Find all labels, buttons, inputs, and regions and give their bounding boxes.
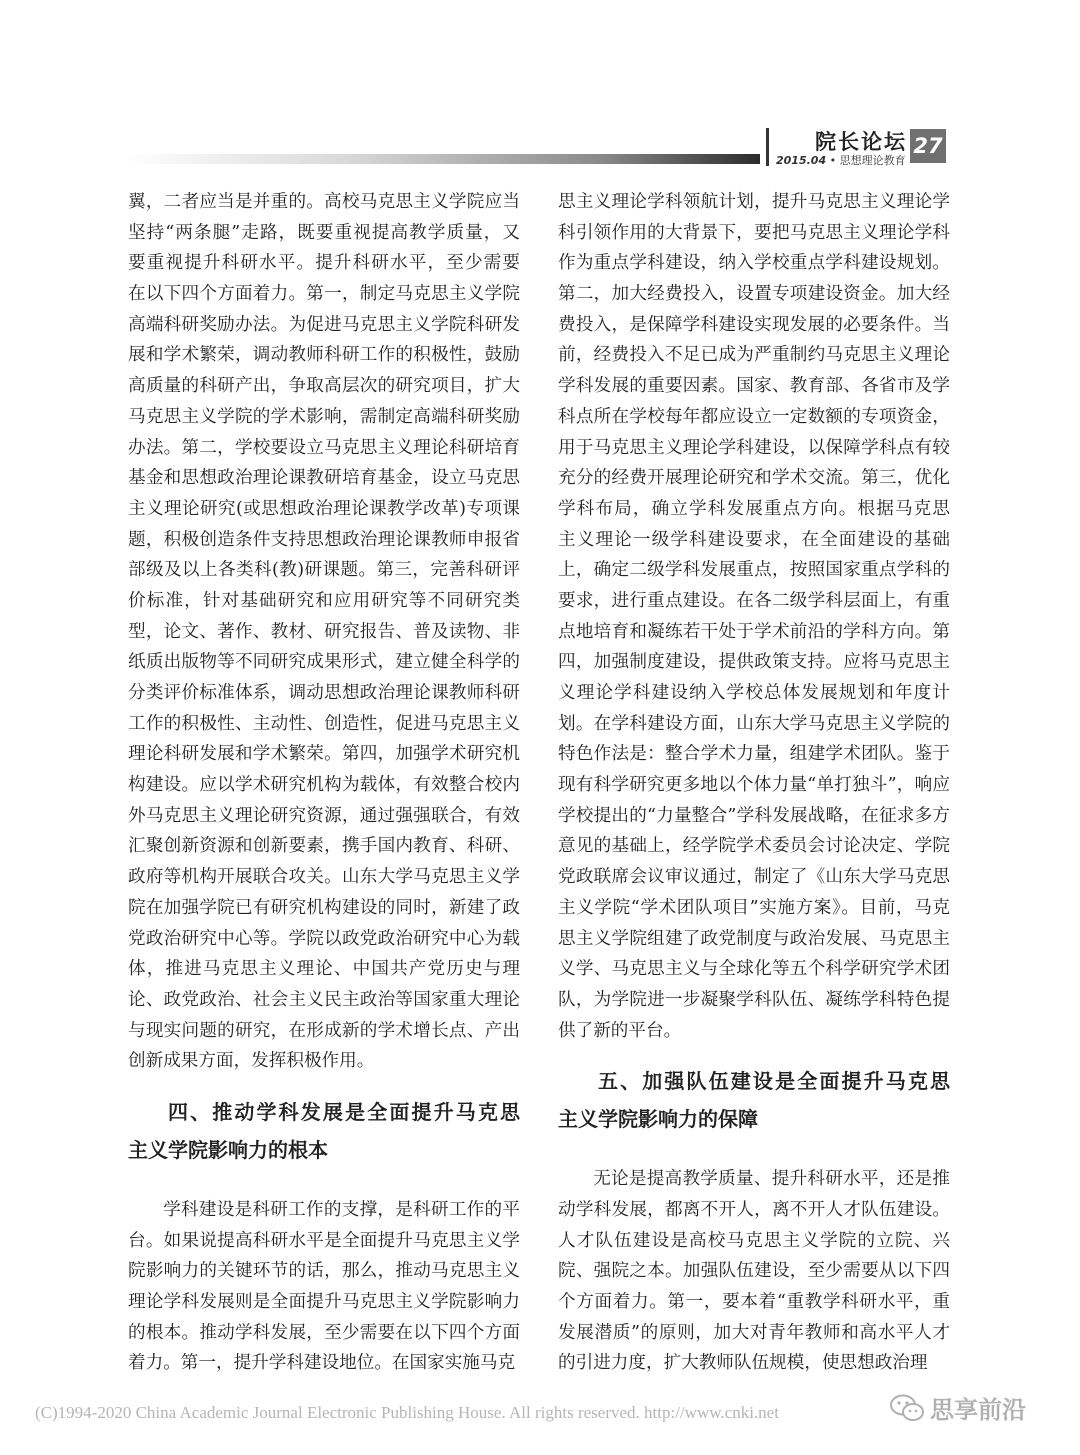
spacer — [558, 1138, 950, 1164]
text-line: 思主义理论学科领航计划，提升马克思主义理论学 — [558, 192, 950, 212]
text-line: 要重视提升科研水平。提升科研水平，至少需要 — [128, 253, 520, 274]
text-line: 部级及以上各类科(教)研课题。第三，完善科研评 — [128, 560, 520, 581]
text-line: 理论学科发展则是全面提升马克思主义学院影响力 — [128, 1292, 520, 1312]
text-line: 学校提出的“力量整合”学科发展战略，在征求多方 — [558, 805, 950, 826]
text-line: 人才队伍建设是高校马克思主义学院的立院、兴 — [558, 1230, 950, 1251]
text-line: 工作的积极性、主动性、创造性，促进马克思主义 — [128, 713, 520, 734]
text-line: 四，加强制度建设，提供政策支持。应将马克思主 — [558, 652, 950, 673]
text-line: 基金和思想政治理论课教研培育基金，设立马克思 — [128, 468, 520, 489]
text-line: 纸质出版物等不同研究成果形式，建立健全科学的 — [128, 652, 520, 673]
text-line: 划。在学科建设方面，山东大学马克思主义学院的 — [558, 713, 950, 734]
text-line: 点地培育和凝练若干处于学术前沿的学科方向。第 — [558, 621, 950, 642]
text-line: 题，积极创造条件支持思想政治理论课教师申报省 — [128, 529, 520, 550]
text-line: 充分的经费开展理论研究和学术交流。第三，优化 — [558, 468, 950, 489]
text-line: 上，确定二级学科发展重点，按照国家重点学科的 — [558, 560, 950, 581]
text-line: 用于马克思主义理论学科建设，以保障学科点有较 — [558, 437, 950, 458]
text-line: 政府等机构开展联合攻关。山东大学马克思主义学 — [128, 867, 520, 888]
text-line: 学科发展的重要因素。国家、教育部、各省市及学 — [558, 376, 950, 397]
text-line: 马克思主义学院的学术影响，需制定高端科研奖励 — [128, 406, 520, 427]
issue-number: 2015.04 — [776, 154, 827, 167]
section-heading-5 — [558, 1062, 950, 1138]
text-line: 分类评价标准体系，调动思想政治理论课教师科研 — [128, 683, 520, 703]
text-line: 队，为学院进一步凝聚学科队伍、凝练学科特色提 — [558, 989, 950, 1010]
text-line: 构建设。应以学术研究机构为载体，有效整合校内 — [128, 775, 520, 796]
text-line: 院在加强学院已有研究机构建设的同时，新建了政 — [128, 897, 520, 918]
text-line: 的根本。推动学科发展，至少需要在以下四个方面 — [128, 1322, 520, 1343]
text-line: 科引领作用的大背景下，要把马克思主义理论学科 — [558, 222, 950, 243]
left-paragraph-1 — [128, 187, 520, 1077]
text-line: 特色作法是：整合学术力量，组建学术团队。鉴于 — [558, 744, 950, 765]
text-line: 与现实问题的研究，在形成新的学术增长点、产出 — [128, 1020, 520, 1041]
text-line: 发展潜质”的原则，加大对青年教师和高水平人才 — [558, 1322, 950, 1343]
text-line: 个方面着力。第一，要本着“重教学科研水平，重 — [558, 1292, 950, 1312]
issue-info — [776, 152, 906, 168]
text-line: 体，推进马克思主义理论、中国共产党历史与理 — [128, 959, 520, 980]
text-line: 办法。第二，学校要设立马克思主义理论科研培育 — [128, 437, 520, 458]
text-line: 义理论学科建设纳入学校总体发展规划和年度计 — [558, 683, 950, 703]
text-line: 党政联席会议审议通过，制定了《山东大学马克思 — [558, 867, 950, 888]
heading-line: 主义学院影响力的保障 — [558, 1107, 758, 1132]
right-paragraph-2 — [558, 1164, 950, 1379]
wechat-icon — [890, 1394, 924, 1422]
header-divider — [766, 128, 769, 166]
text-line: 论、政党政治、社会主义民主政治等国家重大理论 — [128, 989, 520, 1010]
text-line: 创新成果方面，发挥积极作用。 — [128, 1051, 375, 1072]
header-gradient-bar — [125, 154, 760, 164]
text-line: 义学、马克思主义与全球化等五个科学研究学术团 — [558, 959, 950, 980]
section-title: 院长论坛 — [815, 130, 907, 154]
text-line: 汇聚创新资源和创新要素，携手国内教育、科研、 — [128, 836, 520, 857]
text-line: 费投入，是保障学科建设实现发展的必要条件。当 — [558, 314, 950, 335]
text-line: 供了新的平台。 — [558, 1020, 682, 1041]
text-line: 要求，进行重点建设。在各二级学科层面上，有重 — [558, 590, 950, 611]
left-paragraph-2 — [128, 1195, 520, 1379]
text-line: 型，论文、著作、教材、研究报告、普及读物、非 — [128, 621, 520, 642]
text-line: 作为重点学科建设，纳入学校重点学科建设规划。 — [558, 253, 950, 274]
watermark-brand — [890, 1390, 1026, 1425]
text-line: 前，经费投入不足已成为严重制约马克思主义理论 — [558, 345, 950, 366]
heading-line: 五、加强队伍建设是全面提升马克思 — [598, 1069, 950, 1094]
text-line: 院影响力的关键环节的话，那么，推动马克思主义 — [128, 1261, 520, 1282]
text-line: 现有科学研究更多地以个体力量“单打独斗”，响应 — [558, 775, 950, 796]
text-line: 在以下四个方面着力。第一，制定马克思主义学院 — [128, 284, 520, 305]
text-line: 翼，二者应当是并重的。高校马克思主义学院应当 — [128, 192, 520, 212]
text-line: 第二，加大经费投入，设置专项建设资金。加大经 — [558, 284, 950, 305]
text-line: 学科建设是科研工作的支撑，是科研工作的平 — [163, 1199, 520, 1220]
text-line: 党政治研究中心等。学院以政党政治研究中心为载 — [128, 928, 520, 949]
spacer — [128, 1169, 520, 1195]
heading-line: 主义学院影响力的根本 — [128, 1137, 328, 1162]
section-heading-4 — [128, 1093, 520, 1169]
journal-name: 思想理论教育 — [839, 154, 906, 167]
text-line: 院、强院之本。加强队伍建设，至少需要从以下四 — [558, 1261, 950, 1282]
text-line: 高端科研奖励办法。为促进马克思主义学院科研发 — [128, 314, 520, 335]
left-column — [128, 187, 520, 1379]
page-number: 27 — [910, 129, 946, 163]
text-line: 主义学院“学术团队项目”实施方案》。目前，马克 — [558, 897, 950, 918]
text-line: 坚持“两条腿”走路，既要重视提高教学质量，又 — [128, 222, 520, 243]
text-line: 科点所在学校每年都应设立一定数额的专项资金， — [558, 406, 950, 427]
text-line: 的引进力度，扩大教师队伍规模，使思想政治理 — [558, 1353, 928, 1374]
text-line: 思主义学院组建了政党制度与政治发展、马克思主 — [558, 928, 950, 949]
text-line: 着力。第一，提升学科建设地位。在国家实施马克 — [128, 1353, 516, 1374]
text-line: 理论科研发展和学术繁荣。第四，加强学术研究机 — [128, 744, 520, 765]
spacer — [558, 1046, 950, 1062]
right-paragraph-1 — [558, 187, 950, 1046]
right-column — [558, 187, 950, 1379]
text-line: 台。如果说提高科研水平是全面提升马克思主义学 — [128, 1230, 520, 1251]
text-line: 主义理论一级学科建设要求，在全面建设的基础 — [558, 529, 950, 550]
copyright-notice: (C)1994-2020 China Academic Journal Electronic Publishing House. All rights reserved. http://www.cnki.net — [35, 1403, 779, 1422]
spacer — [128, 1077, 520, 1093]
text-line: 学科布局，确立学科发展重点方向。根据马克思 — [558, 498, 950, 519]
text-line: 意见的基础上，经学院学术委员会讨论决定、学院 — [558, 836, 950, 857]
text-line: 无论是提高教学质量、提升科研水平，还是推 — [593, 1169, 950, 1190]
text-line: 主义理论研究(或思想政治理论课教学改革)专项课 — [128, 498, 520, 519]
text-line: 高质量的科研产出，争取高层次的研究项目，扩大 — [128, 376, 520, 397]
heading-line: 四、推动学科发展是全面提升马克思 — [168, 1099, 520, 1124]
text-line: 价标准，针对基础研究和应用研究等不同研究类 — [128, 590, 520, 611]
text-line: 动学科发展，都离不开人，离不开人才队伍建设。 — [558, 1199, 950, 1220]
text-line: 外马克思主义理论研究资源，通过强强联合，有效 — [128, 805, 520, 826]
text-line: 展和学术繁荣，调动教师科研工作的积极性，鼓励 — [128, 345, 520, 366]
watermark-text: 思享前沿 — [930, 1396, 1026, 1424]
issue-bullet: • — [829, 154, 840, 167]
